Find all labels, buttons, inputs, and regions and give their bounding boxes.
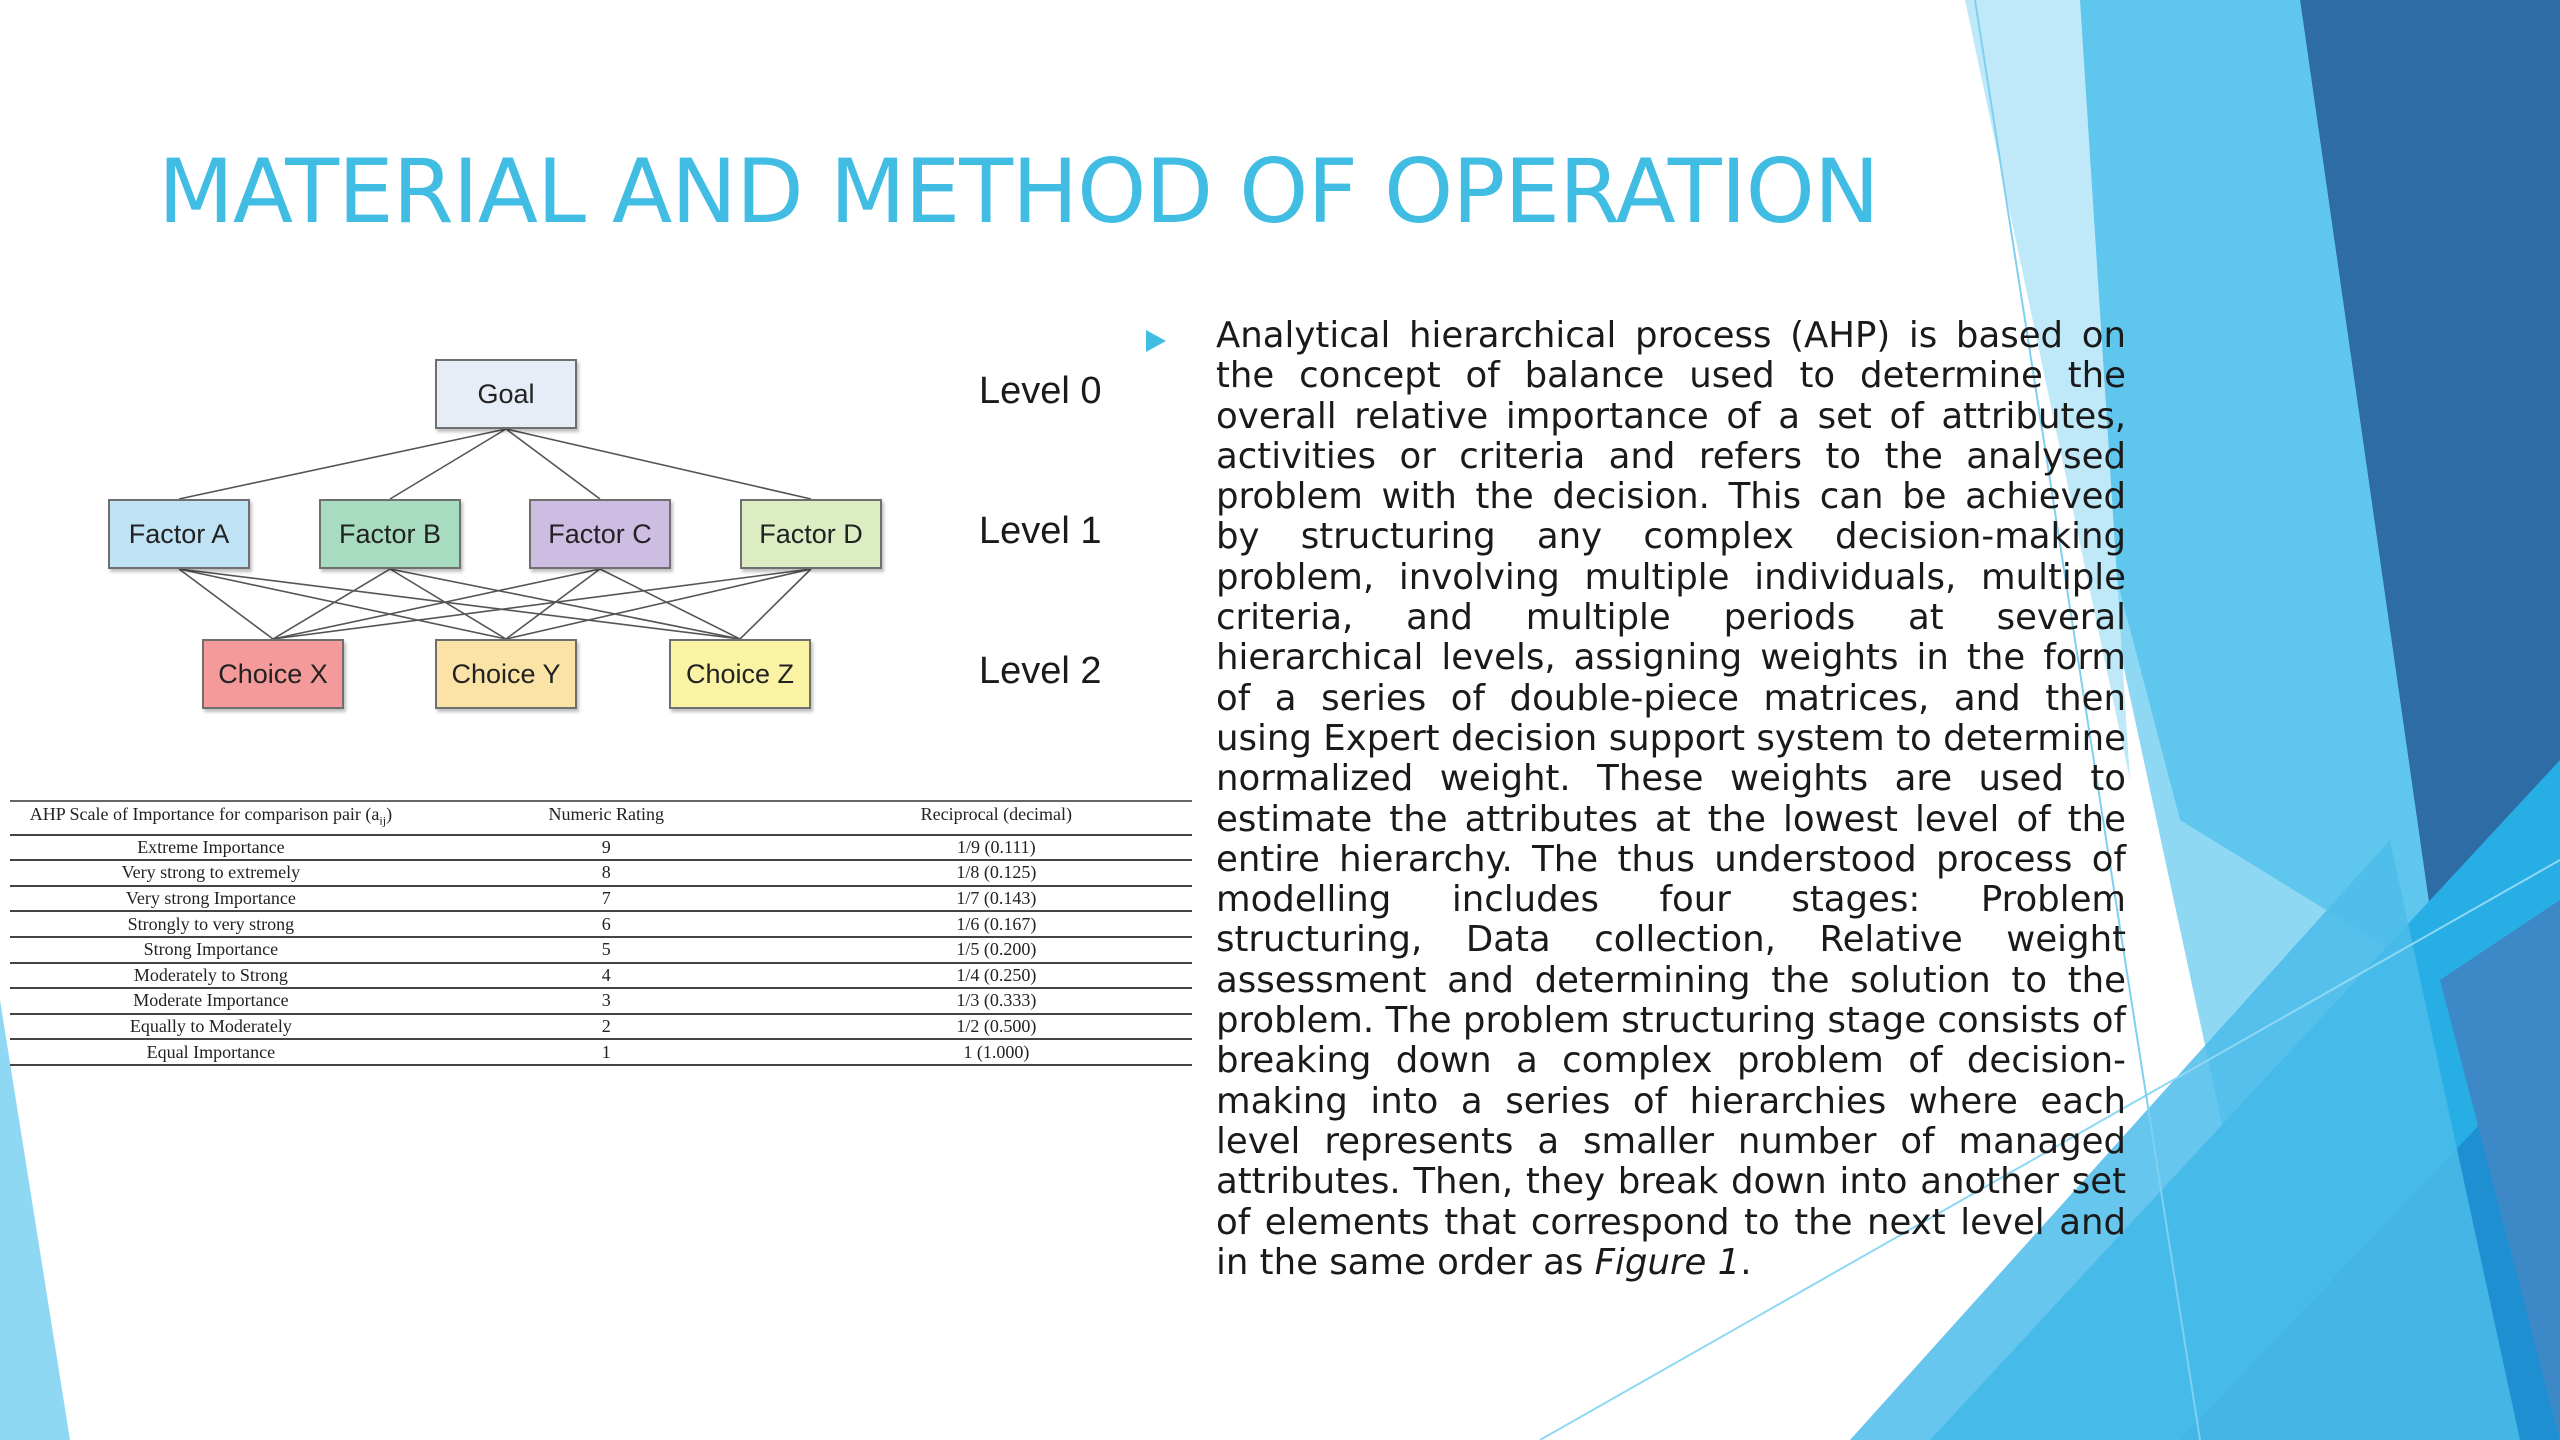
table-cell: 1 (1.000): [801, 1039, 1192, 1065]
table-cell: Strongly to very strong: [10, 911, 412, 937]
table-cell: Extreme Importance: [10, 835, 412, 861]
table-cell: 6: [412, 911, 801, 937]
choice-y-node: Choice Y: [435, 639, 577, 709]
table-cell: 1/8 (0.125): [801, 860, 1192, 886]
table-cell: Very strong to extremely: [10, 860, 412, 886]
table-row: [10, 937, 1192, 963]
factor-b-node: Factor B: [319, 499, 461, 569]
table-cell: Moderately to Strong: [10, 963, 412, 989]
table-row: [10, 886, 1192, 912]
table-header-numeric: Numeric Rating: [548, 804, 664, 824]
table-header-scale: AHP Scale of Importance for comparison pair $(a_{ij})$: [29, 804, 393, 828]
table-cell: Equal Importance: [10, 1039, 412, 1065]
level-2-label: Level 2: [979, 650, 1102, 692]
table-cell: 3: [412, 988, 801, 1014]
goal-node: Goal: [435, 359, 577, 429]
table-row: [10, 860, 1192, 886]
factor-d-node: Factor D: [740, 499, 882, 569]
table-cell: Very strong Importance: [10, 886, 412, 912]
table-cell: 1/6 (0.167): [801, 911, 1192, 937]
table-cell: 1/4 (0.250): [801, 963, 1192, 989]
table-cell: 1/5 (0.200): [801, 937, 1192, 963]
table-cell: 1/3 (0.333): [801, 988, 1192, 1014]
table-row: [10, 1039, 1192, 1065]
choice-z-node: Choice Z: [669, 639, 811, 709]
table-cell: 9: [412, 835, 801, 861]
table-cell: 5: [412, 937, 801, 963]
table-cell: 8: [412, 860, 801, 886]
factor-a-node: Factor A: [108, 499, 250, 569]
table-cell: 4: [412, 963, 801, 989]
table-cell: 2: [412, 1014, 801, 1040]
table-row: [10, 963, 1192, 989]
slide-title: MATERIAL AND METHOD OF OPERATION: [158, 140, 1879, 243]
table-row: [10, 1014, 1192, 1040]
table-cell: 1/9 (0.111): [801, 835, 1192, 861]
table-cell: Moderate Importance: [10, 988, 412, 1014]
table-row: [10, 911, 1192, 937]
ahp-hierarchy-diagram: [95, 345, 1155, 730]
level-0-label: Level 0: [979, 370, 1102, 412]
table-cell: 7: [412, 886, 801, 912]
table-cell: Strong Importance: [10, 937, 412, 963]
table-cell: 1/2 (0.500): [801, 1014, 1192, 1040]
bullet-arrow-icon: [1146, 330, 1166, 352]
level-1-label: Level 1: [979, 510, 1102, 552]
table-row: [10, 988, 1192, 1014]
ahp-scale-table: [10, 800, 1192, 1066]
body-text: Analytical hierarchical process (AHP) is based on the concept of balance used to determine the overall relative importance of a set of attributes, activities or criteria and refers to the analysed problem with the decision. This can be achieved by structuring any complex decision-making problem, involving multiple individuals, multiple criteria, and multiple periods at several hierarchical levels, assigning weights in the form of a series of double-piece matrices, and then using Expert decision support system to determine normalized weight. These weights are used to estimate the attributes at the lowest level of the entire hierarchy. The thus understood process of modelling includes four stages: Problem structuring, Data collection, Relative weight assessment and determining the solution to the problem. The problem structuring stage consists of breaking down a complex problem of decision-making into a series of hierarchies where each level represents a smaller number of managed attributes. Then, they break down into another set of elements that correspond to the next level and in the same order as: [1216, 315, 2126, 1283]
table-header-row: [10, 801, 1192, 835]
table-cell: 1: [412, 1039, 801, 1065]
body-text-end: .: [1740, 1241, 1752, 1283]
factor-c-node: Factor C: [529, 499, 671, 569]
figure-reference: Figure 1: [1594, 1241, 1741, 1283]
table-cell: 1/7 (0.143): [801, 886, 1192, 912]
choice-x-node: Choice X: [202, 639, 344, 709]
body-paragraph: [1216, 316, 2126, 1283]
table-cell: Equally to Moderately: [10, 1014, 412, 1040]
table-row: [10, 835, 1192, 861]
table-header-reciprocal: Reciprocal (decimal): [920, 804, 1073, 824]
